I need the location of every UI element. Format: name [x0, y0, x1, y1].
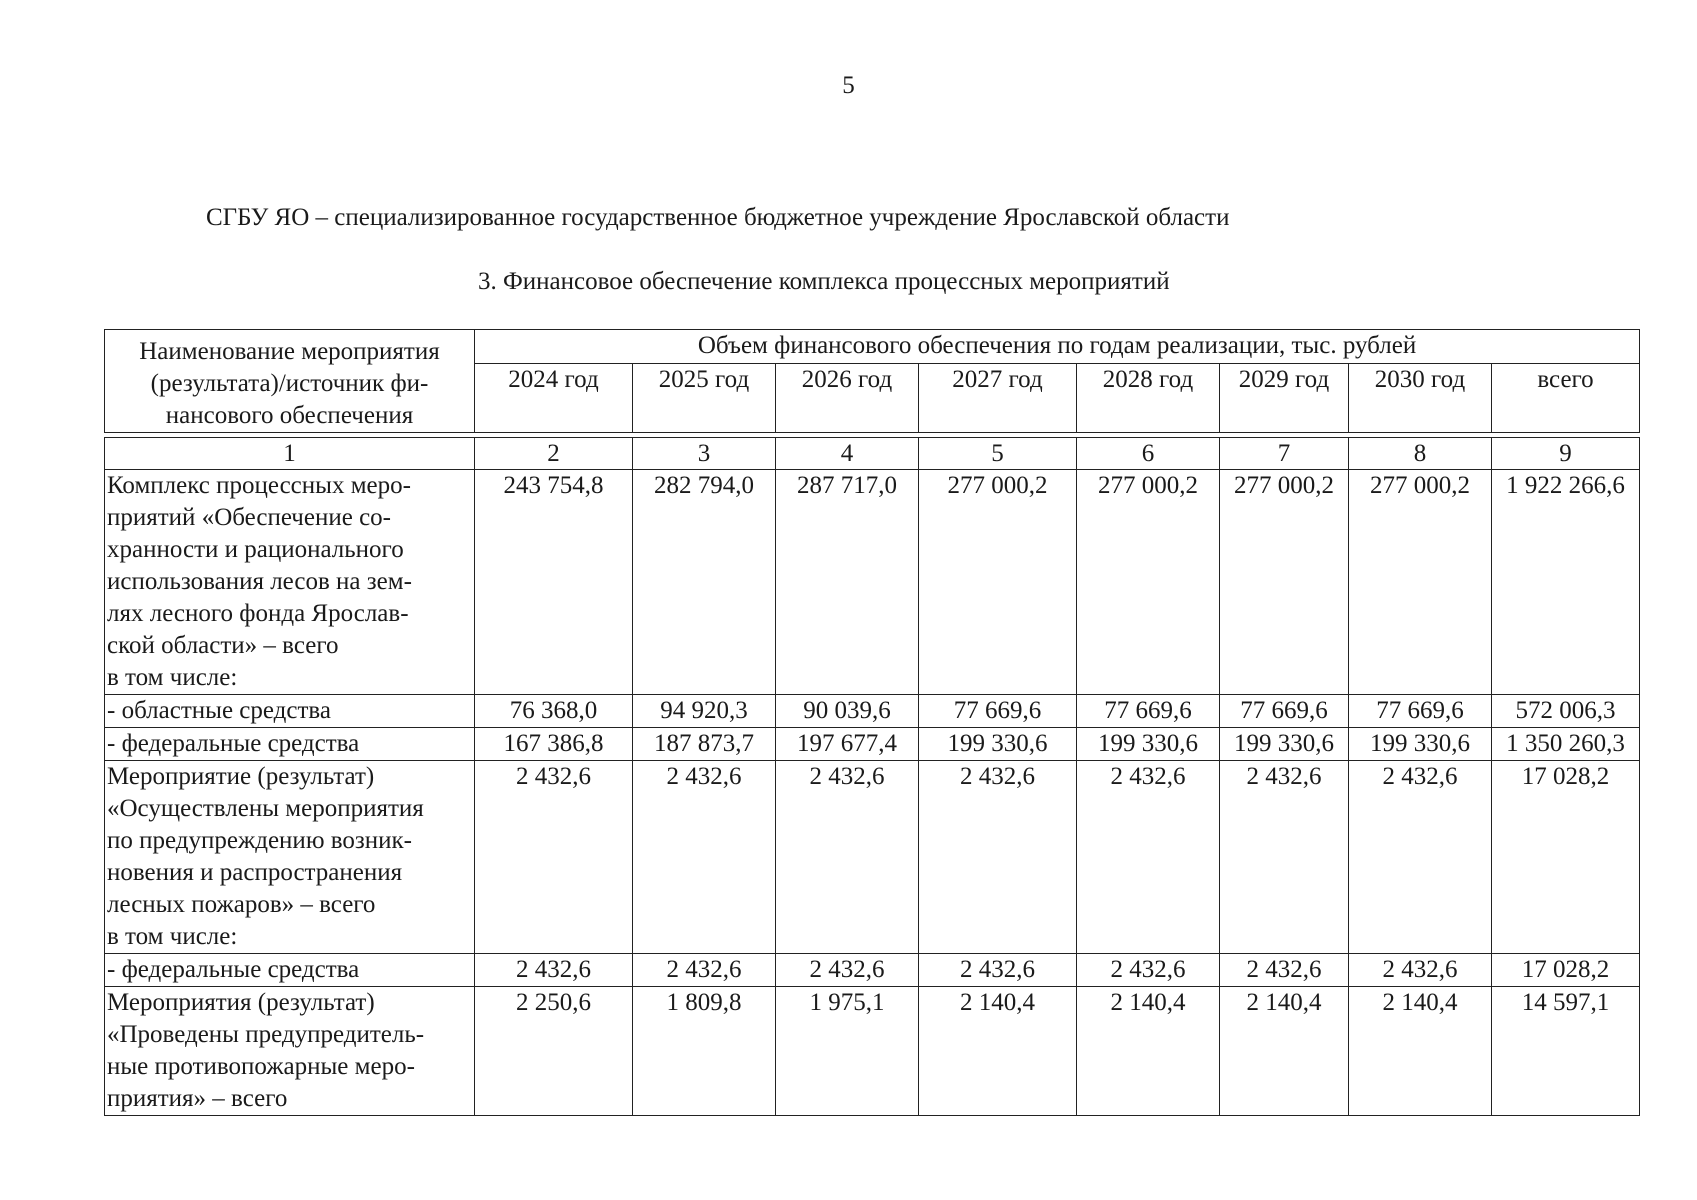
row-total-cell: 17 028,2 — [1492, 954, 1640, 987]
row-name-cell — [105, 728, 475, 761]
row-name-line: в том числе: — [107, 664, 238, 691]
row-name-line: - областные средства — [107, 697, 331, 724]
row-value-cell: 2 432,6 — [633, 954, 776, 987]
row-value-cell: 76 368,0 — [475, 695, 633, 728]
row-name-line: приятий «Обеспечение со- — [107, 504, 391, 531]
column-number: 4 — [776, 438, 919, 470]
column-number: 9 — [1492, 438, 1640, 470]
row-value-cell: 2 432,6 — [919, 954, 1077, 987]
financing-table — [104, 329, 1640, 1116]
header-year: 2027 год — [919, 364, 1077, 433]
table-row — [105, 987, 1640, 1116]
row-value-cell: 277 000,2 — [1349, 470, 1492, 695]
row-name-line: лях лесного фонда Ярослав- — [107, 600, 409, 627]
row-name-line: лесных пожаров» – всего — [107, 891, 376, 918]
abbreviation-note: СГБУ ЯО – специализированное государственное бюджетное учреждение Ярославской области — [206, 204, 1230, 231]
header-total: всего — [1492, 364, 1640, 433]
header-year: 2024 год — [475, 364, 633, 433]
column-number: 6 — [1077, 438, 1220, 470]
row-value-cell: 2 432,6 — [1220, 761, 1349, 954]
row-value-cell: 2 432,6 — [1077, 954, 1220, 987]
header-volume: Объем финансового обеспечения по годам реализации, тыс. рублей — [475, 330, 1640, 364]
row-value-cell: 2 432,6 — [633, 761, 776, 954]
row-value-cell: 2 432,6 — [1220, 954, 1349, 987]
row-name-line: приятия» – всего — [107, 1085, 288, 1112]
row-value-cell: 2 140,4 — [1349, 987, 1492, 1116]
row-value-cell: 2 432,6 — [1349, 761, 1492, 954]
row-value-cell: 1 975,1 — [776, 987, 919, 1116]
row-value-cell: 2 432,6 — [919, 761, 1077, 954]
row-name-line: по предупреждению возник- — [107, 827, 412, 854]
row-value-cell: 2 432,6 — [776, 761, 919, 954]
row-name-line: использования лесов на зем- — [107, 568, 412, 595]
row-value-cell: 282 794,0 — [633, 470, 776, 695]
row-value-cell: 2 432,6 — [1349, 954, 1492, 987]
row-name-line: Мероприятия (результат) — [107, 989, 375, 1016]
column-number: 8 — [1349, 438, 1492, 470]
row-value-cell: 2 140,4 — [1077, 987, 1220, 1116]
row-total-cell: 1 350 260,3 — [1492, 728, 1640, 761]
column-numbers-row — [105, 438, 1640, 470]
row-value-cell: 199 330,6 — [919, 728, 1077, 761]
row-value-cell: 199 330,6 — [1349, 728, 1492, 761]
row-value-cell: 167 386,8 — [475, 728, 633, 761]
table-row — [105, 695, 1640, 728]
row-value-cell: 243 754,8 — [475, 470, 633, 695]
row-value-cell: 187 873,7 — [633, 728, 776, 761]
row-value-cell: 2 432,6 — [776, 954, 919, 987]
row-name-line: - федеральные средства — [107, 730, 360, 757]
table-row — [105, 761, 1640, 954]
row-value-cell: 277 000,2 — [1077, 470, 1220, 695]
row-total-cell: 1 922 266,6 — [1492, 470, 1640, 695]
column-number: 2 — [475, 438, 633, 470]
row-value-cell: 77 669,6 — [1349, 695, 1492, 728]
row-total-cell: 14 597,1 — [1492, 987, 1640, 1116]
row-name-line: - федеральные средства — [107, 956, 360, 983]
header-year: 2028 год — [1077, 364, 1220, 433]
column-number: 3 — [633, 438, 776, 470]
row-name-cell — [105, 987, 475, 1116]
row-value-cell: 2 432,6 — [475, 761, 633, 954]
table-row — [105, 728, 1640, 761]
row-value-cell: 90 039,6 — [776, 695, 919, 728]
row-value-cell: 94 920,3 — [633, 695, 776, 728]
row-name-cell — [105, 470, 475, 695]
column-number: 1 — [105, 438, 475, 470]
row-value-cell: 2 250,6 — [475, 987, 633, 1116]
row-name-cell — [105, 695, 475, 728]
row-value-cell: 277 000,2 — [1220, 470, 1349, 695]
row-value-cell: 2 432,6 — [475, 954, 633, 987]
row-total-cell: 572 006,3 — [1492, 695, 1640, 728]
row-name-line: хранности и рационального — [107, 536, 404, 563]
header-name-line: (результата)/источник фи- — [150, 370, 429, 397]
row-name-line: новения и распространения — [107, 859, 403, 886]
header-year: 2025 год — [633, 364, 776, 433]
row-total-cell: 17 028,2 — [1492, 761, 1640, 954]
table-row — [105, 954, 1640, 987]
row-name-cell — [105, 761, 475, 954]
row-name-line: ные противопожарные меро- — [107, 1053, 415, 1080]
row-value-cell: 2 140,4 — [919, 987, 1077, 1116]
header-year: 2029 год — [1220, 364, 1349, 433]
row-name-line: «Проведены предупредитель- — [107, 1021, 425, 1048]
header-name-column — [105, 330, 475, 433]
row-value-cell: 277 000,2 — [919, 470, 1077, 695]
row-name-line: в том числе: — [107, 923, 238, 950]
table-row — [105, 470, 1640, 695]
row-value-cell: 199 330,6 — [1220, 728, 1349, 761]
page-number: 5 — [842, 72, 855, 99]
row-name-line: «Осуществлены мероприятия — [107, 795, 424, 822]
header-year: 2030 год — [1349, 364, 1492, 433]
row-value-cell: 2 140,4 — [1220, 987, 1349, 1116]
row-value-cell: 197 677,4 — [776, 728, 919, 761]
row-value-cell: 77 669,6 — [1077, 695, 1220, 728]
row-value-cell: 77 669,6 — [919, 695, 1077, 728]
row-name-cell — [105, 954, 475, 987]
row-name-line: Комплекс процессных меро- — [107, 472, 411, 499]
row-value-cell: 287 717,0 — [776, 470, 919, 695]
row-value-cell: 77 669,6 — [1220, 695, 1349, 728]
row-name-line: ской области» – всего — [107, 632, 339, 659]
column-number: 7 — [1220, 438, 1349, 470]
header-name-line: нансового обеспечения — [165, 402, 414, 429]
row-name-line: Мероприятие (результат) — [107, 763, 375, 790]
header-name-line: Наименование мероприятия — [139, 338, 440, 365]
row-value-cell: 199 330,6 — [1077, 728, 1220, 761]
row-value-cell: 2 432,6 — [1077, 761, 1220, 954]
financing-table-container — [104, 329, 1639, 1116]
header-year: 2026 год — [776, 364, 919, 433]
row-value-cell: 1 809,8 — [633, 987, 776, 1116]
column-number: 5 — [919, 438, 1077, 470]
section-title: 3. Финансовое обеспечение комплекса процессных мероприятий — [478, 268, 1170, 295]
